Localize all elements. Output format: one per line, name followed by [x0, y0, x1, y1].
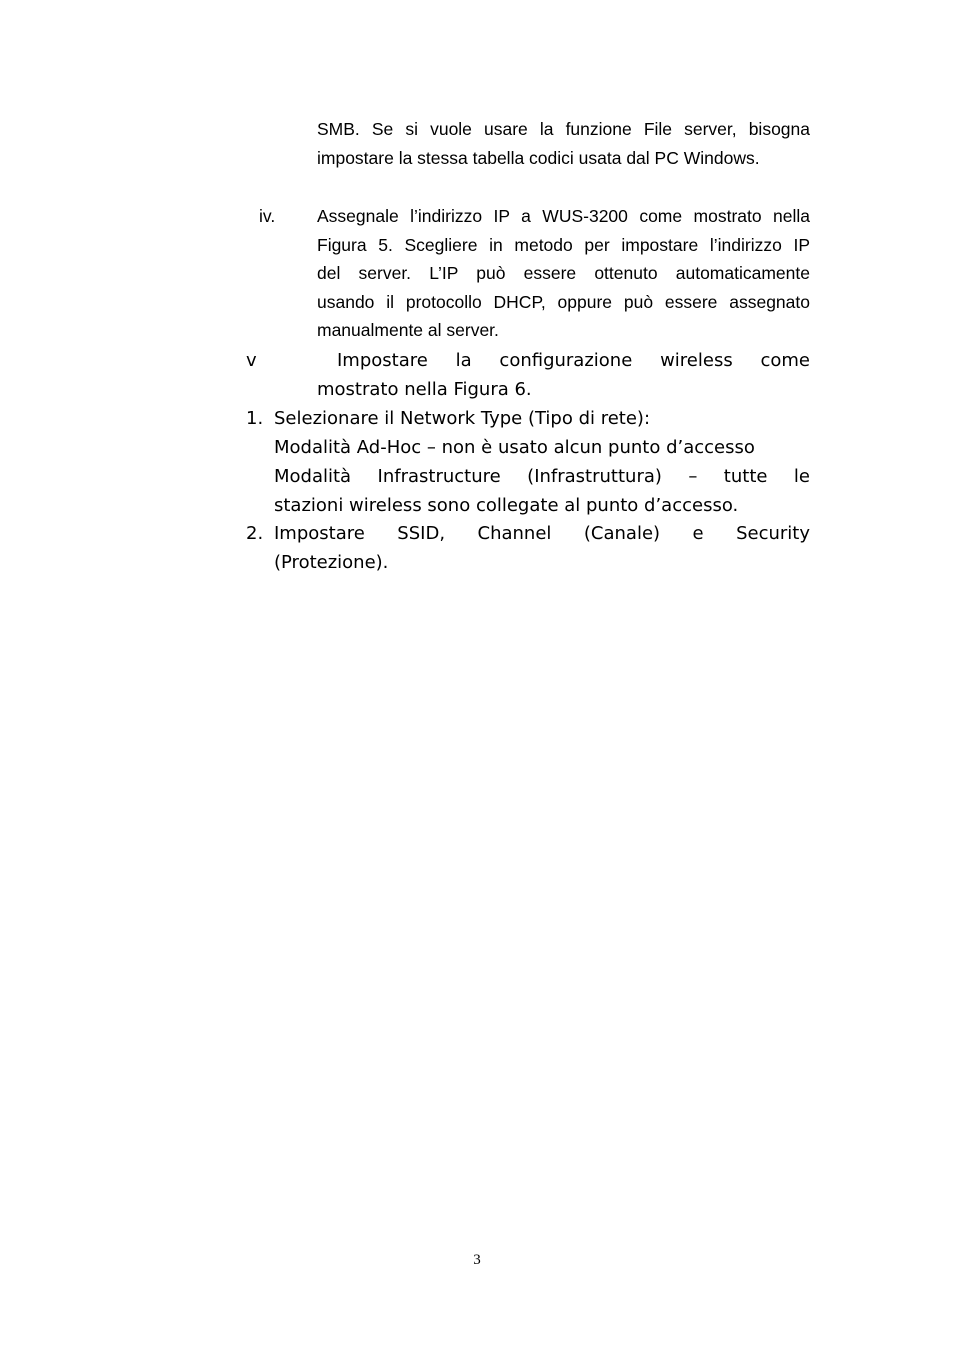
list-item-iv-text — [317, 202, 810, 345]
list-item-2-text — [274, 519, 810, 577]
list-number-1: 1. — [246, 408, 264, 429]
paragraph-line: Modalità Infrastructure (Infrastruttura) – tutte le — [274, 466, 810, 487]
paragraph-line: Impostare la configurazione wireless come — [337, 350, 810, 371]
paragraph-line: impostare la stessa tabella codici usata dal PC Windows. — [317, 147, 760, 168]
paragraph-line: Figura 5. Scegliere in metodo per impostare l’indirizzo IP — [317, 234, 810, 255]
paragraph-line: Impostare SSID, Channel (Canale) e Security — [274, 523, 810, 544]
paragraph-line: Selezionare il Network Type (Tipo di rete): — [274, 408, 651, 429]
paragraph-line: mostrato nella Figura 6. — [317, 379, 532, 400]
list-number-2: 2. — [246, 523, 264, 544]
page-number: 3 — [473, 1252, 481, 1268]
paragraph-line: (Protezione). — [274, 552, 389, 573]
paragraph-line: Modalità Ad-Hoc – non è usato alcun punto d’accesso — [274, 437, 755, 458]
paragraph-line: Assegnale l’indirizzo IP a WUS-3200 come mostrato nella — [317, 206, 810, 226]
paragraph-line: del server. L’IP può essere ottenuto automaticamente — [317, 263, 810, 283]
paragraph-line: usando il protocollo DHCP, oppure può essere assegnato — [317, 291, 810, 312]
list-marker-iv: iv. — [259, 206, 276, 226]
paragraph-line: manualmente al server. — [317, 320, 499, 340]
list-item-1-text — [274, 404, 810, 520]
paragraph-smb — [317, 115, 810, 172]
list-item-v-text — [317, 346, 810, 404]
paragraph-line: SMB. Se si vuole usare la funzione File server, bisogna — [317, 119, 810, 139]
paragraph-line: stazioni wireless sono collegate al punto d’accesso. — [274, 495, 739, 516]
list-marker-v: v — [246, 350, 257, 371]
